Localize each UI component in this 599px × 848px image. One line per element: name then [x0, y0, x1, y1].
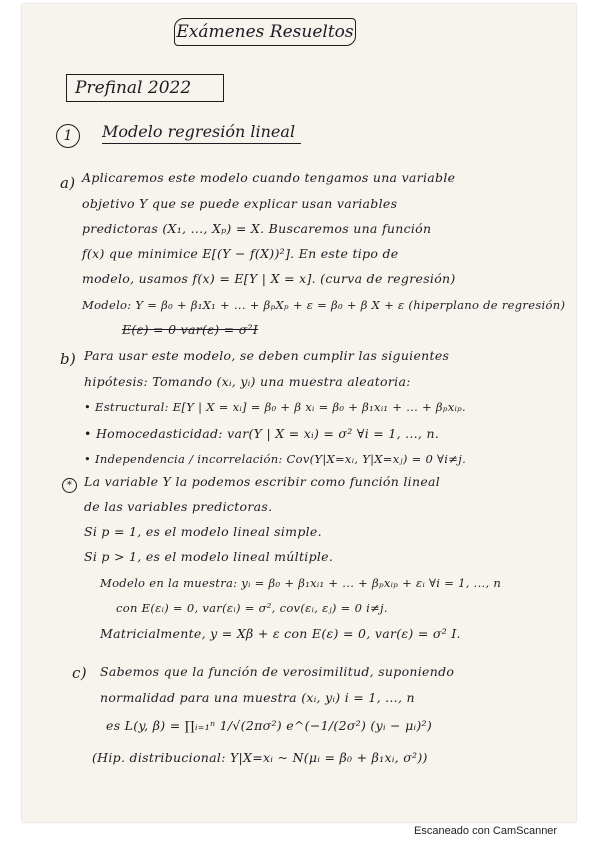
part-c-line-3: es L(y, β) = ∏ᵢ₌₁ⁿ 1/√(2πσ²) e^(−1/(2σ²) (yᵢ − μᵢ)²)	[106, 718, 432, 733]
page-title: Exámenes Resueltos	[174, 18, 356, 46]
notebook-page	[22, 4, 576, 822]
part-a-line-7-struck: E(ε) = 0 var(ε) = σ²I	[122, 322, 259, 337]
part-c-line-4: (Hip. distribucional: Y|X=xᵢ ~ N(μᵢ = β₀ + β₁xᵢ, σ²))	[92, 750, 428, 765]
note-line-4: Si p > 1, es el modelo lineal múltiple.	[84, 549, 334, 564]
note-line-5: Modelo en la muestra: yᵢ = β₀ + β₁xᵢ₁ + ... + βₚxᵢₚ + εᵢ ∀i = 1, ..., n	[100, 576, 502, 590]
exam-subtitle: Prefinal 2022	[66, 74, 224, 102]
part-b-line-1: Para usar este modelo, se deben cumplir las siguientes	[84, 348, 450, 363]
note-line-6: con E(εᵢ) = 0, var(εᵢ) = σ², cov(εᵢ, εⱼ) = 0 i≠j.	[116, 601, 388, 615]
part-a-line-6: Modelo: Y = β₀ + β₁X₁ + ... + βₚXₚ + ε = β₀ + β X + ε (hiperplano de regresión)	[82, 298, 566, 312]
section-title: Modelo regresión lineal	[102, 122, 296, 141]
part-a-label: a)	[60, 174, 76, 192]
part-a-line-3: predictoras (X₁, ..., Xₚ) = X. Buscaremos una función	[82, 221, 432, 236]
part-b-line-3: • Estructural: E[Y | X = xᵢ] = β₀ + β xᵢ = β₀ + β₁xᵢ₁ + ... + βₚxᵢₚ.	[84, 400, 467, 414]
part-a-line-1: Aplicaremos este modelo cuando tengamos una variable	[82, 170, 456, 185]
part-b-label: b)	[60, 350, 77, 368]
note-marker	[62, 476, 77, 493]
note-line-7: Matricialmente, y = Xβ + ε con E(ε) = 0, var(ε) = σ² I.	[100, 626, 461, 641]
part-c-line-1: Sabemos que la función de verosimilitud, suponiendo	[100, 664, 455, 679]
part-a-line-4: f(x) que minimice E[(Y − f(X))²]. En este tipo de	[82, 246, 399, 261]
part-a-line-5: modelo, usamos f(x) = E[Y | X = x]. (curva de regresión)	[82, 271, 456, 286]
note-line-1: La variable Y la podemos escribir como función lineal	[84, 474, 441, 489]
scanner-watermark: Escaneado con CamScanner	[414, 825, 558, 837]
section-number: 1	[56, 124, 80, 148]
asterisk-circle-icon: *	[62, 478, 77, 493]
note-line-3: Si p = 1, es el modelo lineal simple.	[84, 524, 322, 539]
part-c-label: c)	[72, 664, 87, 682]
part-b-line-2: hipótesis: Tomando (xᵢ, yᵢ) una muestra aleatoria:	[84, 374, 411, 389]
part-b-line-4: • Homocedasticidad: var(Y | X = xᵢ) = σ² ∀i = 1, ..., n.	[84, 426, 440, 441]
part-c-line-2: normalidad para una muestra (xᵢ, yᵢ) i = 1, ..., n	[100, 690, 415, 705]
part-b-line-5: • Independencia / incorrelación: Cov(Y|X=xᵢ, Y|X=xⱼ) = 0 ∀i≠j.	[84, 452, 467, 466]
part-a-line-2: objetivo Y que se puede explicar usan variables	[82, 196, 398, 211]
note-line-2: de las variables predictoras.	[84, 499, 273, 514]
